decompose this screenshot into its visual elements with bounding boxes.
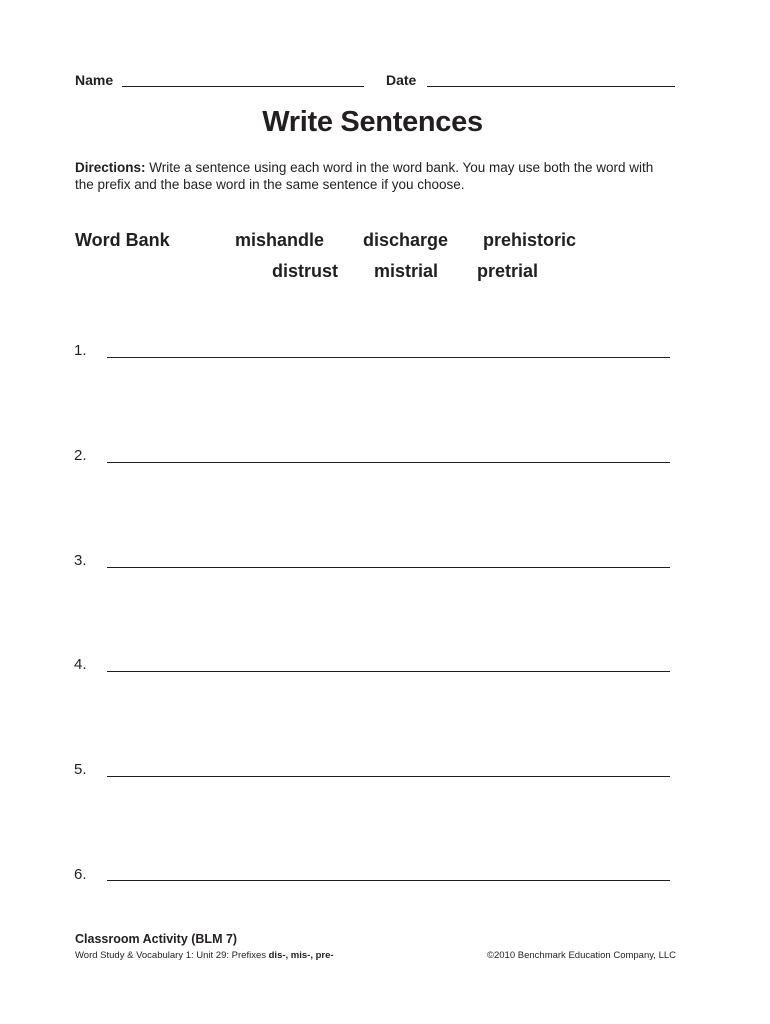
word-bank-word: pretrial — [477, 261, 539, 281]
date-label: Date — [386, 72, 417, 88]
page-title: Write Sentences — [262, 106, 483, 138]
word-bank-word: mistrial — [374, 261, 439, 281]
item-number: 4. — [74, 656, 87, 673]
word-bank-word: mishandle — [235, 230, 325, 250]
footer-subtitle — [75, 950, 334, 961]
footer-subtitle-prefixes: dis-, mis-, pre- — [268, 950, 334, 961]
copyright: ©2010 Benchmark Education Company, LLC — [486, 950, 676, 961]
item-number: 2. — [74, 447, 87, 464]
word-bank-word: distrust — [272, 261, 339, 281]
word-bank-word: prehistoric — [483, 230, 577, 250]
item-number: 6. — [74, 866, 87, 883]
answer-line-1[interactable] — [107, 357, 670, 358]
directions — [75, 159, 675, 193]
footer-title: Classroom Activity (BLM 7) — [75, 932, 238, 946]
answer-line-5[interactable] — [107, 776, 670, 777]
name-label: Name — [75, 72, 114, 88]
item-number: 3. — [74, 552, 87, 569]
item-number: 5. — [74, 761, 87, 778]
name-field[interactable] — [122, 86, 364, 87]
directions-text: Write a sentence using each word in the word bank. You may use both the word with the prefix and the base word in the same sentence if you choose. — [75, 160, 654, 192]
answer-line-6[interactable] — [107, 880, 670, 881]
answer-line-3[interactable] — [107, 567, 670, 568]
footer-subtitle-text: Word Study & Vocabulary 1: Unit 29: Prefixes — [75, 950, 269, 961]
item-number: 1. — [74, 342, 87, 359]
answer-line-4[interactable] — [107, 671, 670, 672]
word-bank-word: discharge — [363, 230, 449, 250]
date-field[interactable] — [427, 86, 675, 87]
directions-label: Directions: — [75, 160, 146, 175]
answer-line-2[interactable] — [107, 462, 670, 463]
word-bank-label: Word Bank — [75, 230, 170, 250]
